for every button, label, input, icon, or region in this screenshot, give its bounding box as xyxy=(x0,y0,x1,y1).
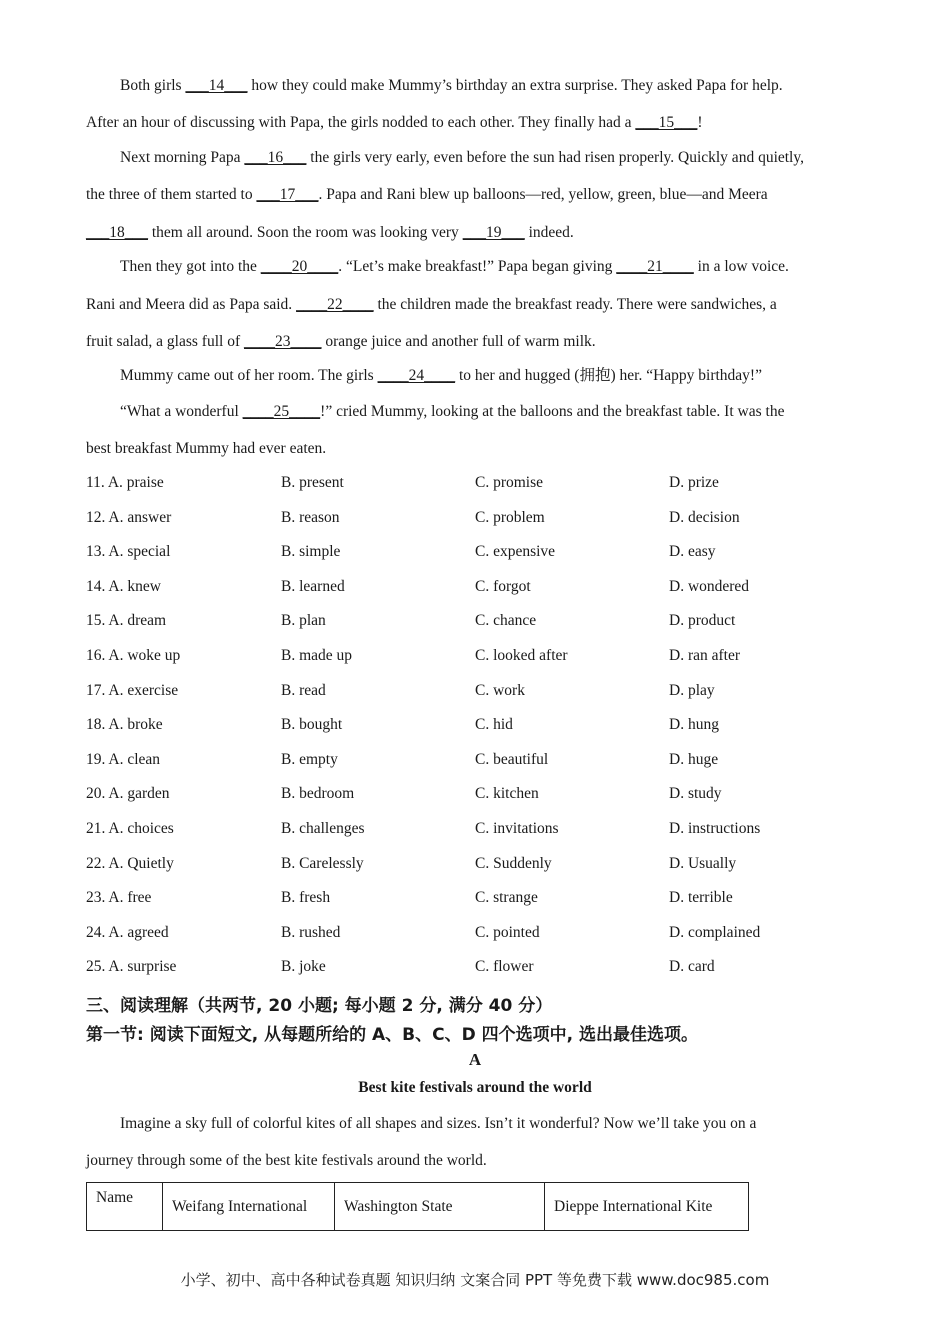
option-choice: 17. A. exercise xyxy=(86,681,179,699)
passage-line: ___18___ them all around. Soon the room was looking very ___19___ indeed. xyxy=(86,224,574,241)
option-choice: D. prize xyxy=(669,474,719,491)
page-footer: 小学、初中、高中各种试卷真题 知识归纳 文案合同 PPT 等免费下载 www.doc985.com xyxy=(180,1271,770,1289)
passage-line: Next morning Papa ___16___ the girls very early, even before the sun had risen properly. Quickly and quietly, xyxy=(120,149,804,166)
option-choice: D. play xyxy=(669,681,715,699)
option-choice: B. joke xyxy=(281,958,326,976)
blank-19: ___19___ xyxy=(462,224,525,241)
option-choice: C. invitations xyxy=(475,820,559,837)
option-choice: B. reason xyxy=(281,508,340,526)
blank-24: ____24____ xyxy=(377,367,456,384)
section-instruction: 第一节: 阅读下面短文, 从每题所给的 A、B、C、D 四个选项中, 选出最佳选项。 xyxy=(86,1025,699,1045)
option-choice: 14. A. knew xyxy=(86,577,161,595)
article-title: Best kite festivals around the world xyxy=(358,1079,592,1096)
table-cell: Washington State xyxy=(335,1183,545,1231)
table-cell: Dieppe International Kite xyxy=(545,1183,749,1231)
option-choice: D. study xyxy=(669,785,722,803)
option-choice: D. decision xyxy=(669,508,740,526)
option-choice: D. product xyxy=(669,612,736,630)
passage-line: Rani and Meera did as Papa said. ____22____ the children made the breakfast ready. There were sandwiches, a xyxy=(86,296,777,313)
option-choice: B. challenges xyxy=(281,820,365,837)
option-choice: 23. A. free xyxy=(86,889,152,907)
passage-line: fruit salad, a glass full of ____23____ orange juice and another full of warm milk. xyxy=(86,333,596,350)
blank-15: ___15___ xyxy=(635,114,698,131)
option-choice: D. huge xyxy=(669,750,719,768)
option-choice: B. empty xyxy=(281,750,338,768)
option-choice: C. looked after xyxy=(475,647,568,664)
option-choice: 11. A. praise xyxy=(86,474,164,491)
option-choice: B. fresh xyxy=(281,889,331,907)
option-choice: 24. A. agreed xyxy=(86,923,169,941)
option-choice: D. card xyxy=(669,958,715,976)
option-choice: 12. A. answer xyxy=(86,508,172,526)
option-choice: C. Suddenly xyxy=(475,854,552,872)
intro-line: Imagine a sky full of colorful kites of all shapes and sizes. Isn’t it wonderful? Now we’ll take you on a xyxy=(120,1115,757,1132)
intro-line: journey through some of the best kite festivals around the world. xyxy=(86,1152,487,1169)
option-choice: D. ran after xyxy=(669,647,740,664)
blank-14: ___14___ xyxy=(185,77,248,94)
passage-letter: A xyxy=(468,1050,482,1069)
option-choice: 21. A. choices xyxy=(86,820,174,837)
option-choice: 19. A. clean xyxy=(86,750,161,768)
option-choice: D. easy xyxy=(669,543,716,561)
table-cell: Name xyxy=(87,1183,163,1231)
option-choice: D. hung xyxy=(669,716,719,734)
option-choice: D. wondered xyxy=(669,577,750,595)
option-choice: 15. A. dream xyxy=(86,612,167,630)
option-choice: D. terrible xyxy=(669,889,733,907)
option-choice: C. problem xyxy=(475,508,545,526)
option-choice: D. complained xyxy=(669,923,761,941)
option-choice: B. rushed xyxy=(281,923,341,941)
option-choice: B. read xyxy=(281,681,326,699)
passage-line: Mummy came out of her room. The girls ____24____ to her and hugged (拥抱) her. “Happy birthday!” xyxy=(120,367,762,384)
passage-line: Both girls ___14___ how they could make Mummy’s birthday an extra surprise. They asked Papa for help. xyxy=(120,77,783,94)
blank-20: ____20____ xyxy=(260,258,339,275)
passage-line: Then they got into the ____20____. “Let’s make breakfast!” Papa began giving ____21____ in a low voice. xyxy=(120,258,789,275)
option-choice: C. expensive xyxy=(475,543,556,561)
option-choice: C. flower xyxy=(475,958,534,976)
option-choice: B. present xyxy=(281,474,344,491)
option-choice: 16. A. woke up xyxy=(86,647,181,664)
option-choice: C. chance xyxy=(475,612,537,630)
option-choice: C. forgot xyxy=(475,577,531,595)
option-choice: B. plan xyxy=(281,612,326,630)
option-choice: 13. A. special xyxy=(86,543,171,561)
blank-18: ___18___ xyxy=(86,224,148,241)
option-choice: B. Carelessly xyxy=(281,854,364,872)
blank-22: ____22____ xyxy=(296,296,374,313)
option-choice: C. beautiful xyxy=(475,750,549,768)
option-choice: C. pointed xyxy=(475,923,540,941)
blank-23: ____23____ xyxy=(243,333,322,350)
option-choice: 22. A. Quietly xyxy=(86,854,174,872)
table-cell: Weifang International xyxy=(163,1183,335,1231)
option-choice: D. Usually xyxy=(669,854,737,872)
option-choice: 25. A. surprise xyxy=(86,958,177,976)
option-choice: C. work xyxy=(475,681,525,699)
blank-25: ____25____ xyxy=(242,403,321,420)
option-choice: B. simple xyxy=(281,543,341,561)
passage-line: “What a wonderful ____25____!” cried Mummy, looking at the balloons and the breakfast table. It was the xyxy=(120,403,785,420)
option-choice: C. hid xyxy=(475,716,513,734)
option-choice: C. strange xyxy=(475,889,538,907)
option-choice: C. promise xyxy=(475,474,544,491)
section-title: 三、阅读理解（共两节, 20 小题; 每小题 2 分, 满分 40 分） xyxy=(86,996,553,1016)
option-choice: B. bedroom xyxy=(281,785,355,803)
option-choice: D. instructions xyxy=(669,820,761,837)
passage-line: best breakfast Mummy had ever eaten. xyxy=(86,440,327,457)
blank-16: ___16___ xyxy=(244,149,307,166)
passage-line: After an hour of discussing with Papa, the girls nodded to each other. They finally had a ___15___! xyxy=(86,114,703,131)
option-choice: B. bought xyxy=(281,716,343,734)
blank-17: ___17___ xyxy=(256,186,319,203)
table-header-row xyxy=(87,1183,749,1231)
passage-line: the three of them started to ___17___. Papa and Rani blew up balloons—red, yellow, green, blue—and Meera xyxy=(86,186,768,203)
option-choice: B. learned xyxy=(281,577,345,595)
option-choice: B. made up xyxy=(281,647,353,664)
option-choice: 20. A. garden xyxy=(86,785,170,803)
festival-table xyxy=(86,1182,749,1231)
option-choice: 18. A. broke xyxy=(86,716,163,734)
blank-21: ____21____ xyxy=(616,258,694,275)
option-choice: C. kitchen xyxy=(475,785,539,803)
